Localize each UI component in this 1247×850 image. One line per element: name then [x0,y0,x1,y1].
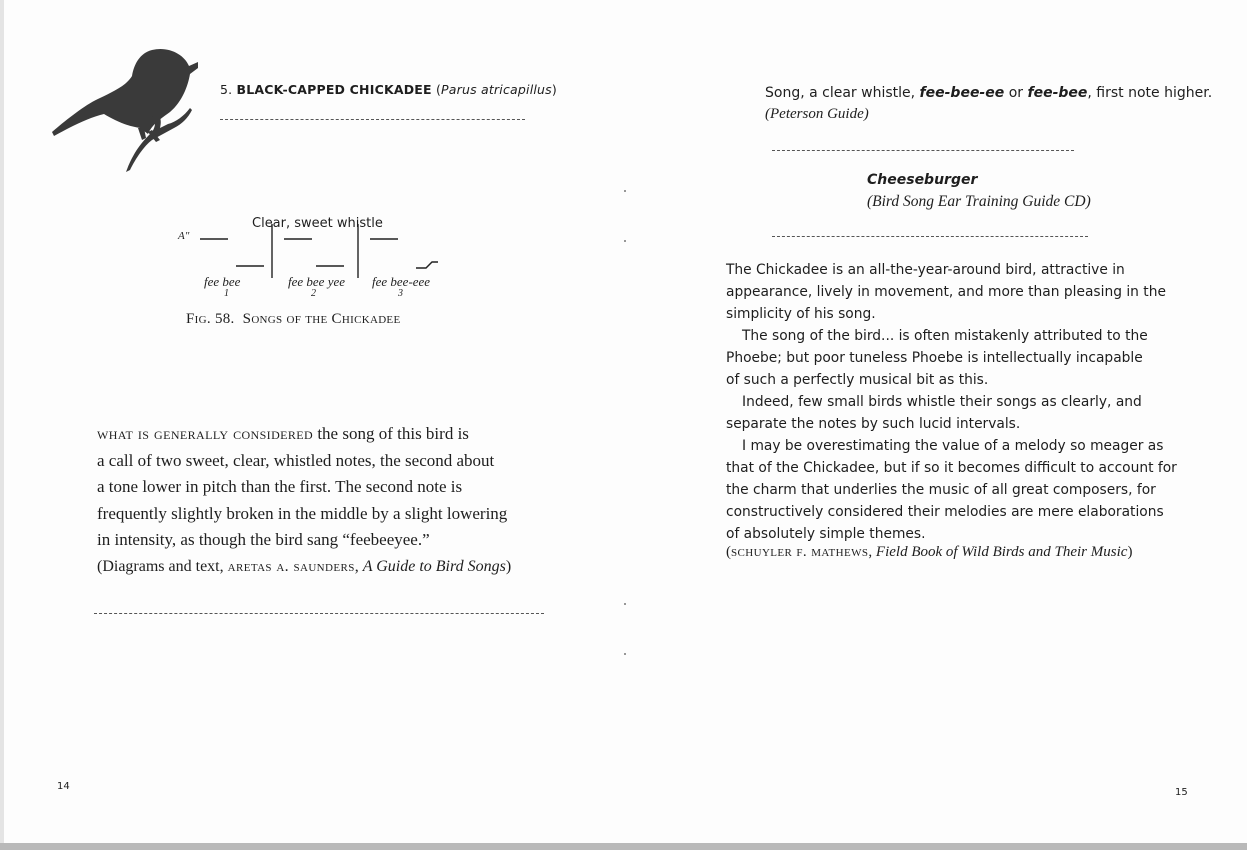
song-diagram-label: Clear, sweet whistle [252,216,383,231]
scan-speck [624,603,626,605]
paragraph-line: Indeed, few small birds whistle their songs as clearly, and [742,394,1142,410]
scan-speck [624,190,626,192]
peterson-song-description: Song, a clear whistle, fee-bee-ee or fee-bee, first note higher. [765,85,1213,101]
song-diagram [170,210,460,310]
page-edge-shadow [0,0,4,843]
call-1: fee-bee-ee [919,85,1005,101]
species-name: BLACK-CAPPED CHICKADEE [236,82,432,97]
scan-speck [624,240,626,242]
call-2: fee-bee [1027,85,1088,101]
credit-work: A Guide to Bird Songs [362,557,506,575]
note-3-syllables: fee bee-eee [372,274,431,289]
paragraph-line: the charm that underlies the music of all great composers, for [726,482,1156,498]
note-1-syllables: fee bee [204,274,241,289]
species-heading: 5. BLACK-CAPPED CHICKADEE (Parus atricapillus) [220,82,557,97]
paragraph-line: constructively considered their melodies are mere elaborations [726,504,1164,520]
paragraph-line: of such a perfectly musical bit as this. [726,372,989,388]
paragraph-line: simplicity of his song. [726,306,876,322]
paragraph-line: The Chickadee is an all-the-year-around bird, attractive in [726,262,1125,278]
mnemonic-title: Cheeseburger [867,172,978,188]
paragraph-line: a call of two sweet, clear, whistled notes, the second about [97,450,495,470]
page-number-right: 15 [1175,787,1188,798]
heading-divider [220,119,525,120]
peterson-credit: (Peterson Guide) [765,106,869,122]
credit-work: Field Book of Wild Birds and Their Music [875,544,1128,560]
mathews-description [726,259,1186,545]
scan-speck [624,653,626,655]
paragraph-line: that of the Chickadee, but if so it becomes difficult to account for [726,460,1177,476]
figure-title: Songs of the Chickadee [242,311,401,327]
pitch-mark: A" [178,230,190,242]
paragraph-line: Phoebe; but poor tuneless Phoebe is intellectually incapable [726,350,1143,366]
paragraph-line: in intensity, as though the bird sang “feebeeyee.” [97,530,430,549]
mnemonic-divider [772,236,1088,237]
figure-caption [186,311,400,328]
page-bottom-edge [0,843,1247,850]
note-2-number: 2 [311,288,316,299]
credit-author: aretas a. saunders [227,557,355,575]
paragraph-line: I may be overestimating the value of a melody so meager as [742,438,1164,454]
species-latin-name: Parus atricapillus [441,82,552,97]
saunders-description [97,421,567,580]
note-2-syllables: fee bee yee [288,274,346,289]
figure-label: Fig. 58. [186,311,235,327]
saunders-credit: (Diagrams and text, aretas a. saunders, A Guide to Bird Songs) [97,557,512,575]
page-number-left: 14 [57,781,70,792]
mnemonic-credit: (Bird Song Ear Training Guide CD) [867,193,1091,210]
paragraph-line: what is generally considered the song of this bird is [97,424,469,443]
paragraph-line: frequently slightly broken in the middle by a slight lowering [97,503,508,523]
mathews-credit: (schuyler f. mathews, Field Book of Wild Birds and Their Music) [726,544,1133,560]
credit-author: schuyler f. mathews [731,544,869,560]
peterson-divider [772,150,1074,151]
lead-in-text: what is generally considered [97,424,314,443]
species-number: 5. [220,82,233,97]
paragraph-line: appearance, lively in movement, and more than pleasing in the [726,284,1166,300]
note-1-number: 1 [224,288,229,299]
paragraph-line: The song of the bird... is often mistakenly attributed to the [742,328,1148,344]
paragraph-line: separate the notes by such lucid intervals. [726,416,1021,432]
paragraph-line: a tone lower in pitch than the first. The second note is [97,477,463,496]
section-divider [94,613,544,614]
note-3-number: 3 [398,288,403,299]
paragraph-line: of absolutely simple themes. [726,526,926,542]
chickadee-silhouette-icon [52,46,204,172]
